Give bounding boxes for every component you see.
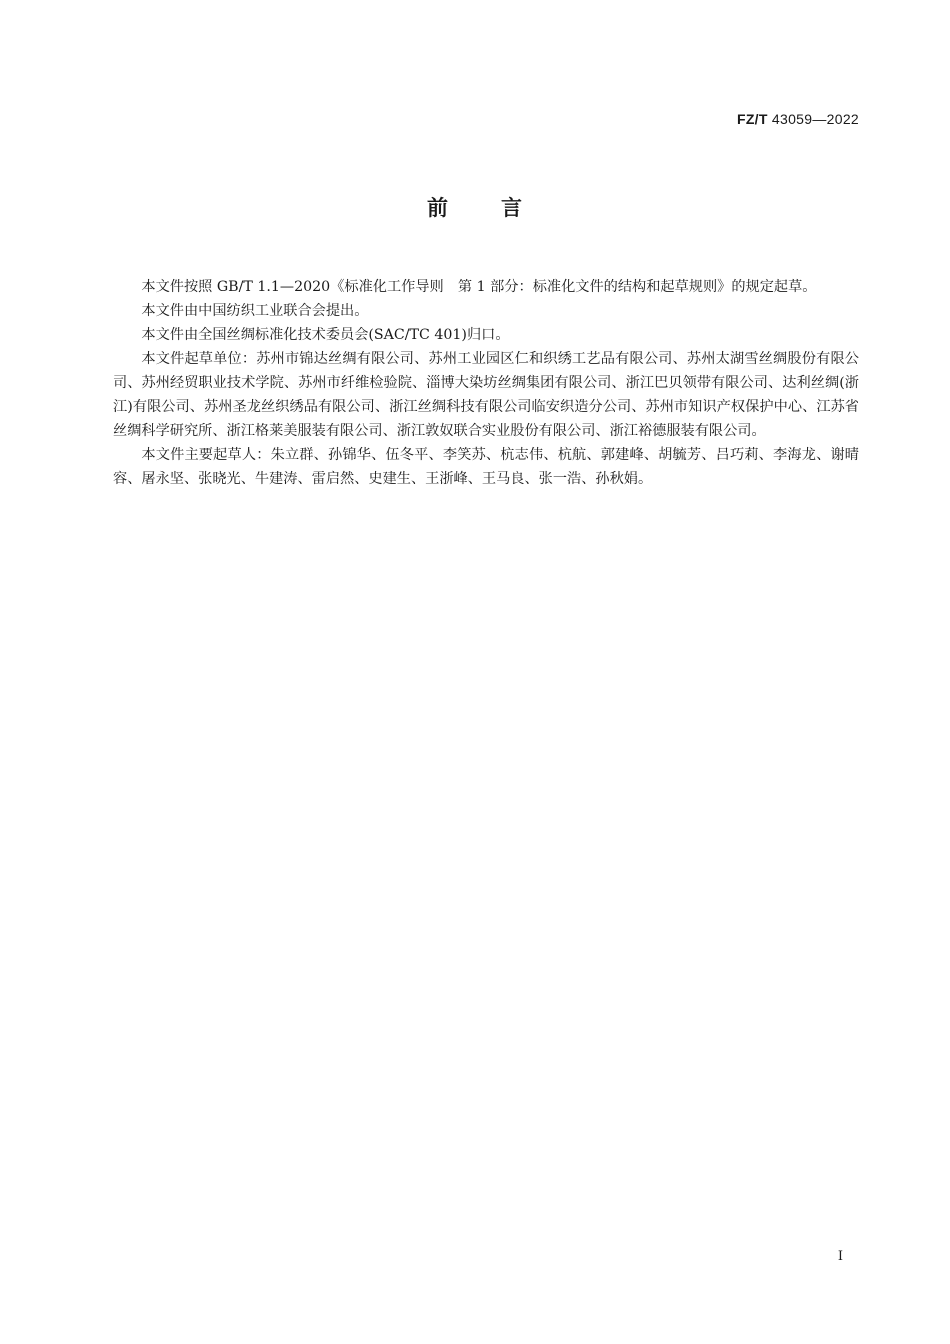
page-title-char-1: 前 (427, 196, 449, 220)
paragraph-proposed-by: 本文件由中国纺织工业联合会提出。 (141, 303, 369, 319)
page-number: I (837, 1249, 843, 1264)
paragraph-under-jurisdiction: 本文件由全国丝绸标准化技术委员会(SAC/TC 401)归口。 (141, 327, 510, 343)
paragraph-drafting-organizations: 本文件起草单位：苏州市锦达丝绸有限公司、苏州工业园区仁和织绣工艺品有限公司、苏州太湖雪丝绸股份有限公司、苏州经贸职业技术学院、苏州市纤维检验院、淄博大染坊丝绸集团有限公司、浙江巴贝领带有限公司、达利丝绸(浙江)有限公司、苏州圣龙丝织绣品有限公司、浙江丝绸科技有限公司临安织造分公司、苏州市知识产权保护中心、江苏省丝绸科学研究所、浙江格莱美服装有限公司、浙江敦奴联合实业股份有限公司、浙江裕德服装有限公司。 (113, 351, 859, 439)
paragraph-main-drafters: 本文件主要起草人：朱立群、孙锦华、伍冬平、李笑苏、杭志伟、杭航、郭建峰、胡毓芳、吕巧莉、李海龙、谢晴容、屠永坚、张晓光、牛建涛、雷启然、史建生、王浙峰、王马良、张一浩、孙秋娟。 (113, 447, 859, 487)
page-title-char-2: 言 (501, 196, 523, 220)
standard-code-prefix: FZ/T (736, 111, 768, 127)
standard-code-number: 43059—2022 (771, 111, 859, 127)
standard-code (737, 111, 859, 127)
page-title (0, 192, 950, 222)
paragraph-drafting-rules: 本文件按照 GB/T 1.1—2020《标准化工作导则 第 1 部分：标准化文件的结构和起草规则》的规定起草。 (141, 279, 817, 295)
foreword-body (113, 275, 859, 491)
